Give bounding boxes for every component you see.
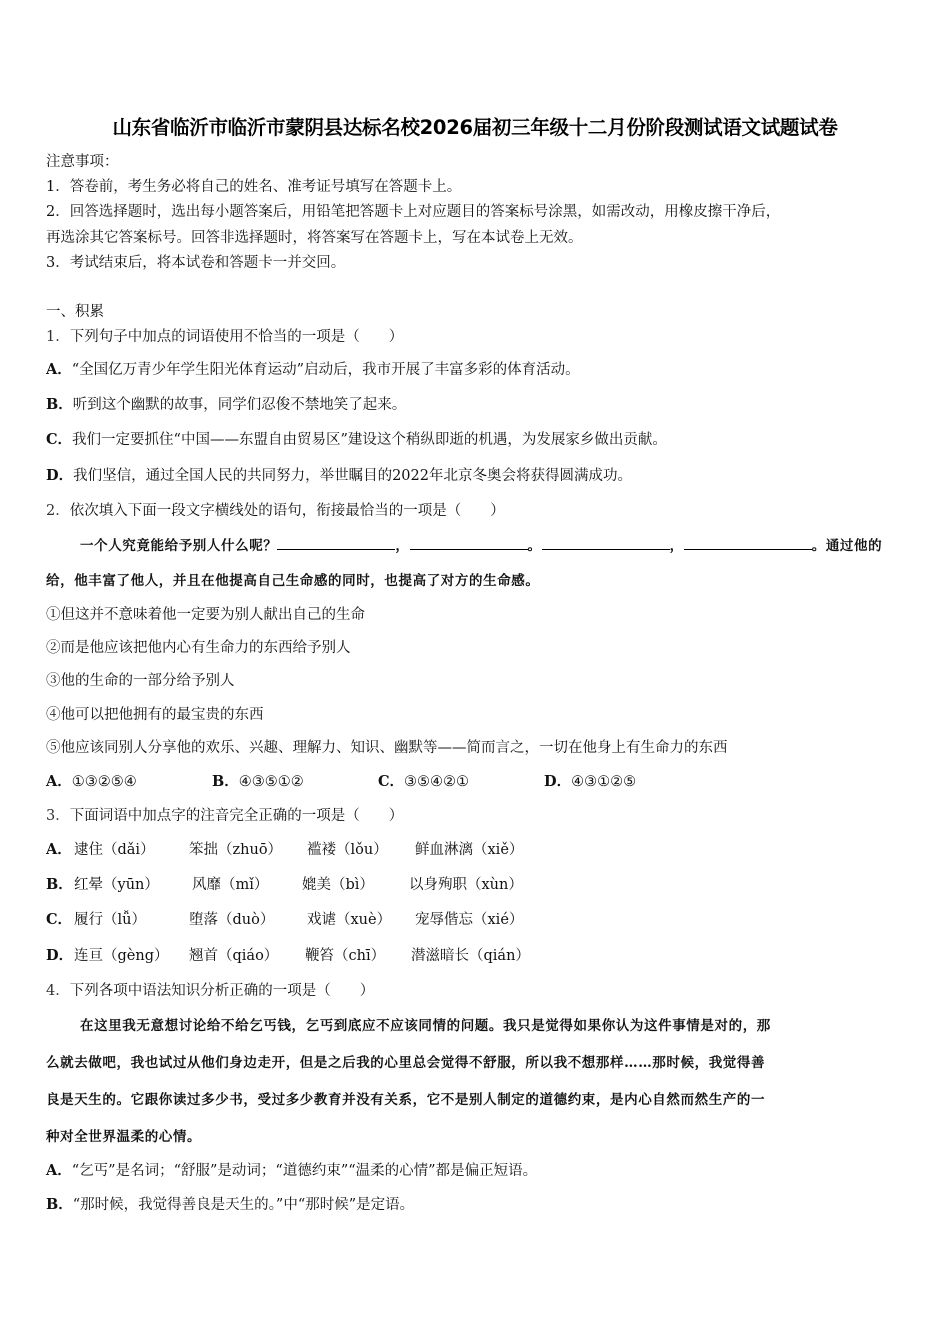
word: 媲美（bì）: [302, 877, 374, 893]
option-text: ④③①②⑤: [571, 774, 637, 790]
question-number: 2．: [46, 503, 70, 519]
option-text: 听到这个幽默的故事，同学们忍俊不禁地笑了起来。: [72, 397, 407, 413]
q1-option-a[interactable]: [46, 360, 580, 380]
passage-text: 一个人究竟能给予别人什么呢？: [80, 538, 278, 554]
q4-option-a[interactable]: [46, 1161, 537, 1181]
fill-blank-1[interactable]: [277, 535, 395, 550]
q1-option-b[interactable]: [46, 395, 406, 415]
question-text: 依次填入下面一段文字横线处的语句，衔接最恰当的一项是（ ）: [69, 503, 505, 519]
punct: 。: [527, 538, 542, 554]
question-number: 4．: [46, 983, 70, 999]
q3-option-c[interactable]: [46, 910, 523, 930]
q3-option-d[interactable]: [46, 946, 530, 966]
question-text: 下列句子中加点的词语使用不恰当的一项是（ ）: [69, 329, 404, 345]
word: 以身殉职（xùn）: [409, 877, 523, 893]
q4-passage-line-3: 良是天生的。它跟你读过多少书，受过多少教育并没有关系，它不是别人制定的道德约束，是内心自然而然生产的一: [46, 1092, 766, 1108]
q2-item-2: ②而是他应该把他内心有生命力的东西给予别人: [46, 640, 351, 656]
option-text: ①③②⑤④: [71, 774, 137, 790]
option-text: 我们坚信，通过全国人民的共同努力，举世瞩目的2022年北京冬奥会将获得圆满成功。: [73, 468, 632, 484]
word: 风靡（mǐ）: [192, 877, 269, 893]
word: 笨拙（zhuō）: [189, 842, 283, 858]
question-2-stem: [46, 501, 505, 521]
q2-item-5: ⑤他应该同别人分享他的欢乐、兴趣、理解力、知识、幽默等——简而言之，一切在他身上有生命力的东西: [46, 740, 728, 756]
option-label: A．: [46, 773, 72, 790]
option-label: D．: [46, 947, 74, 964]
question-text: 下列各项中语法知识分析正确的一项是（ ）: [69, 983, 375, 999]
q2-options: [46, 772, 636, 792]
q2-passage-line-1: [80, 535, 882, 556]
passage-text: 。通过他的: [811, 538, 883, 554]
word: 连亘（gèng）: [74, 948, 169, 964]
option-label: B．: [212, 773, 239, 790]
option-label: C．: [46, 911, 73, 928]
option-text: ④③⑤①②: [238, 774, 304, 790]
notice-item-2-cont: 再选涂其它答案标号。回答非选择题时，将答案写在答题卡上，写在本试卷上无效。: [46, 230, 583, 246]
option-label: A．: [46, 361, 72, 378]
q3-option-a[interactable]: [46, 840, 523, 860]
option-label: C．: [378, 773, 405, 790]
notice-item-1: 1．答卷前，考生务必将自己的姓名、准考证号填写在答题卡上。: [46, 179, 462, 195]
punct: ，: [669, 538, 684, 554]
option-text: 我们一定要抓住“中国——东盟自由贸易区”建设这个稍纵即逝的机遇，为发展家乡做出贡献。: [72, 432, 667, 448]
option-label: A．: [46, 1162, 72, 1179]
word: 褴褛（lǒu）: [307, 842, 388, 858]
question-3-stem: [46, 806, 403, 826]
punct: ，: [395, 538, 410, 554]
option-label: B．: [46, 1196, 73, 1213]
word: 宠辱偕忘（xié）: [415, 912, 524, 928]
q2-passage-line-2: 给，他丰富了他人，并且在他提高自己生命感的同时，也提高了对方的生命感。: [46, 573, 540, 589]
word: 戏谑（xuè）: [307, 912, 392, 928]
word: 翘首（qiáo）: [189, 948, 279, 964]
word: 堕落（duò）: [189, 912, 275, 928]
question-4-stem: [46, 981, 374, 1001]
q3-option-b[interactable]: [46, 875, 523, 895]
fill-blank-2[interactable]: [410, 535, 528, 550]
option-text: “乞丐”是名词；“舒服”是动词；“道德约束”“温柔的心情”都是偏正短语。: [71, 1163, 538, 1179]
question-number: 3．: [46, 808, 70, 824]
q2-option-c[interactable]: [378, 772, 544, 792]
q4-passage-line-2: 么就去做吧，我也试过从他们身边走开，但是之后我的心里总会觉得不舒服，所以我不想那样……那时候，我觉得善: [46, 1055, 766, 1071]
notice-heading: 注意事项：: [46, 154, 119, 170]
fill-blank-3[interactable]: [542, 535, 670, 550]
q2-item-4: ④他可以把他拥有的最宝贵的东西: [46, 707, 264, 723]
option-label: B．: [46, 396, 73, 413]
q4-option-b[interactable]: [46, 1195, 414, 1215]
word: 履行（lǚ）: [74, 912, 146, 928]
q2-option-b[interactable]: [212, 772, 378, 792]
option-text: “全国亿万青少年学生阳光体育运动”启动后，我市开展了丰富多彩的体育活动。: [71, 362, 580, 378]
question-1-stem: [46, 327, 403, 347]
page-title: 山东省临沂市临沂市蒙阴县达标名校2026届初三年级十二月份阶段测试语文试题试卷: [112, 116, 838, 139]
q1-option-d[interactable]: [46, 466, 632, 486]
word: 鞭笞（chī）: [305, 948, 386, 964]
q1-option-c[interactable]: [46, 430, 667, 450]
q2-item-3: ③他的生命的一部分给予别人: [46, 673, 235, 689]
section-heading: 一、积累: [46, 304, 104, 320]
q4-passage-line-4: 种对全世界温柔的心情。: [46, 1129, 202, 1145]
q2-option-d[interactable]: [544, 772, 636, 792]
question-text: 下面词语中加点字的注音完全正确的一项是（ ）: [69, 808, 404, 824]
word: 逮住（dǎi）: [74, 842, 155, 858]
word: 潜滋暗长（qián）: [411, 948, 530, 964]
question-number: 1．: [46, 329, 70, 345]
q2-option-a[interactable]: [46, 772, 212, 792]
option-label: D．: [46, 467, 74, 484]
notice-item-2: 2．回答选择题时，选出每小题答案后，用铅笔把答题卡上对应题目的答案标号涂黑，如需改动，用橡皮擦干净后，: [46, 204, 781, 220]
q4-passage-line-1: 在这里我无意想讨论给不给乞丐钱，乞丐到底应不应该同情的问题。我只是觉得如果你认为这件事情是对的，那: [80, 1018, 771, 1034]
notice-item-3: 3．考试结束后，将本试卷和答题卡一并交回。: [46, 255, 346, 271]
option-text: “那时候，我觉得善良是天生的。”中“那时候”是定语。: [72, 1197, 415, 1213]
option-text: ③⑤④②①: [404, 774, 470, 790]
word: 红晕（yūn）: [74, 877, 159, 893]
option-label: B．: [46, 876, 73, 893]
q2-item-1: ①但这并不意味着他一定要为别人献出自己的生命: [46, 607, 365, 623]
option-label: C．: [46, 431, 73, 448]
option-label: D．: [544, 773, 572, 790]
option-label: A．: [46, 841, 72, 858]
word: 鲜血淋漓（xiě）: [415, 842, 524, 858]
fill-blank-4[interactable]: [684, 535, 812, 550]
